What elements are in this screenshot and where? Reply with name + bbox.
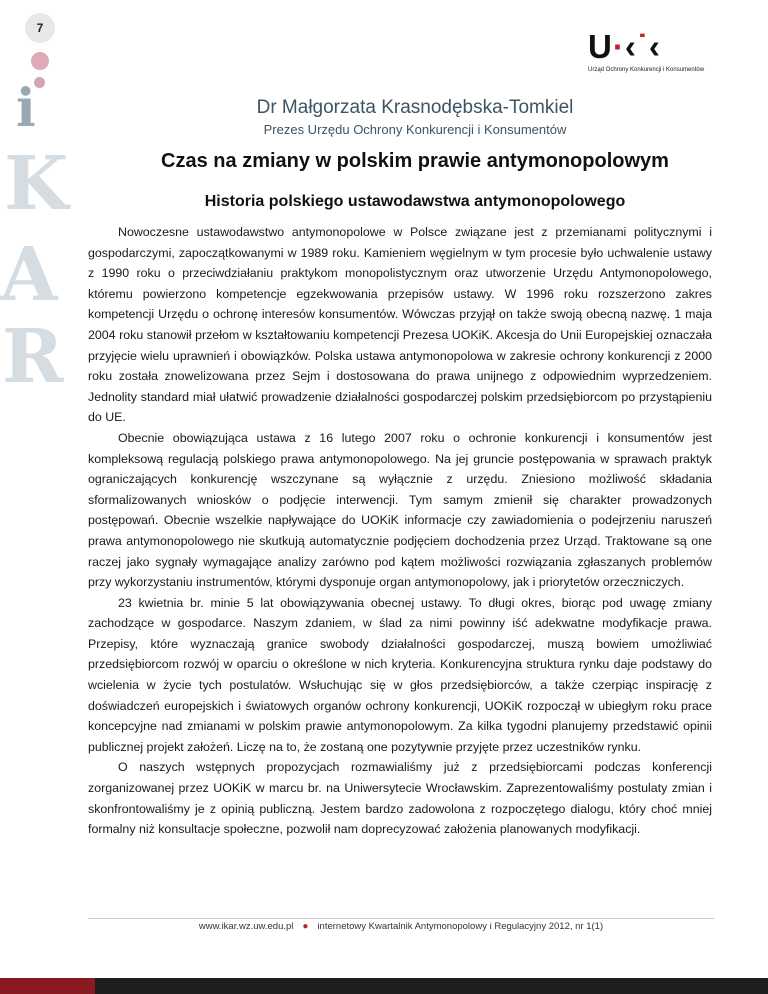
article-body [88,222,712,840]
footer-separator-dot: ● [302,921,309,932]
logo-red-accent: ˙ [636,28,649,65]
logo-red-dot: · [612,28,625,65]
bottom-bar [0,978,768,994]
logo-chevron-1: ‹ [624,28,637,65]
paragraph-4: O naszych wstępnych propozycjach rozmawialiśmy już z przedsiębiorcami podczas konferencji zorganizowanej przez UOKiK w marcu br. na Uniwersytecie Wrocławskim. Zaprezentowaliśmy postulaty zmian i skonfrontowaliśmy je z opinią publiczną. Jestem bardzo zadowolona z rozpoczętego dialogu, który choć mniej formalny niż konsultacje społeczne, pozwolił nam doprecyzować założenia planowanych modyfikacji. [88,760,712,837]
author-name: Dr Małgorzata Krasnodębska-Tomkiel [256,97,574,118]
logo-chevron-2: ‹ [648,28,661,65]
decorative-dot-large [31,52,49,70]
footer-url[interactable]: www.ikar.wz.uw.edu.pl [198,921,294,932]
paragraph-1: Nowoczesne ustawodawstwo antymonopolowe w Polsce związane jest z przemianami politycznymi i gospodarczymi, zapoczątkowanymi w 1989 roku. Kamieniem węgielnym w tym procesie było uchwalenie ustawy z 1990 roku o przeciwdziałaniu praktykom monopolistycznym oraz utworzenie Urzędu Antymonopolowego, któremu powierzono kompetencje egzekwowania przepisów ustawy. W 1996 roku rozszerzono zakres kompetencji Urzędu o ochronę interesów konsumentów. Wówczas przyjął on także swoją obecną nazwę. 1 maja 2004 roku stanowił przełom w kształtowaniu kompetencji Prezesa UOKiK. Akcesja do Unii Europejskiej oznaczała przyjęcie wielu uprawnień i obowiązków. Polska ustawa antymonopolowa w zakresie ochrony konkurencji z 2000 roku została znowelizowana przez Sejm i dostosowana do prawa unijnego z odpowiednim wyprzedzeniem. Jednolity standard miał ułatwić prowadzenie działalności gospodarczej polskim przedsiębiorcom po przystąpieniu do UE. [88,225,712,425]
footer [88,921,714,932]
side-letter-i: i [16,78,36,139]
article-title: Czas na zmiany w polskim prawie antymonopolowym [161,150,669,172]
section-title: Historia polskiego ustawodawstwa antymonopolowego [204,193,626,210]
paragraph-3: 23 kwietnia br. minie 5 lat obowiązywania obecnej ustawy. To długi okres, biorąc pod uwagę zmiany zachodzące w gospodarce. Naszym zdaniem, w ślad za nimi powinny iść adekwatne modyfikacje prawa. Przepisy, które wyznaczają granice swobody działalności gospodarczej, muszą bowiem umożliwiać przedsiębiorcom rozwój w oparciu o określone w nich kryteria. Konkurencyjna struktura rynku daje podstawy do wcielenia w życie tych postulatów. Wsłuchując się w głos przedsiębiorców, a także czerpiąc inspirację z doświadczeń europejskich i światowych organów ochrony konkurencji, UOKiK rozpoczął w ubiegłym roku prace koncepcyjne nad zmianami w polskim prawie antymonopolowym. Za kilka tygodni planujemy przedstawić opinii publicznej projekt założeń. Liczę na to, że zostaną one pozytywnie przyjęte przez uczestników rynku. [88,595,712,754]
footer-journal: internetowy Kwartalnik Antymonopolowy i Regulacyjny 2012, nr 1(1) [317,921,604,932]
side-letter-r: R [2,314,64,400]
uokik-logo [588,30,718,73]
uokik-logo-subtitle: Urząd Ochrony Konkurencji i Konsumentów [588,67,705,73]
footer-divider [88,918,714,919]
author-role: Prezes Urzędu Ochrony Konkurencji i Konsumentów [263,122,567,137]
side-letter-a: A [0,232,58,318]
page-number: 7 [25,13,55,43]
logo-letter-u: U [588,28,613,65]
paragraph-2: Obecnie obowiązująca ustawa z 16 lutego 2007 roku o ochronie konkurencji i konsumentów jest kompleksową regulacją polskiego prawa antymonopolowego. Na jej gruncie postępowania w sprawach praktyk ograniczających konkurencję wszczynane są wyłącznie z urzędu. Zniesiono możliwość składania sformalizowanych wniosków o podjęcie interwencji. Tym samym zmienił się charakter prowadzonych postępowań. Obecnie wszelkie napływające do UOKiK informacje czy zawiadomienia o podejrzeniu naruszeń prawa antymonopolowego nie skutkują automatycznie podjęciem dochodzenia przez Urząd. Traktowane są one raczej jako sygnały wymagające analizy zarówno pod kątem możliwości rozwiązania zgłaszanych problemów przy wykorzystaniu instrumentów, którymi dysponuje organ antymonopolowy, jak i priorytetów orzeczniczych. [88,430,712,590]
uokik-logo-mark [588,30,718,63]
side-letter-k: K [4,141,69,227]
bottom-bar-accent [0,978,95,994]
